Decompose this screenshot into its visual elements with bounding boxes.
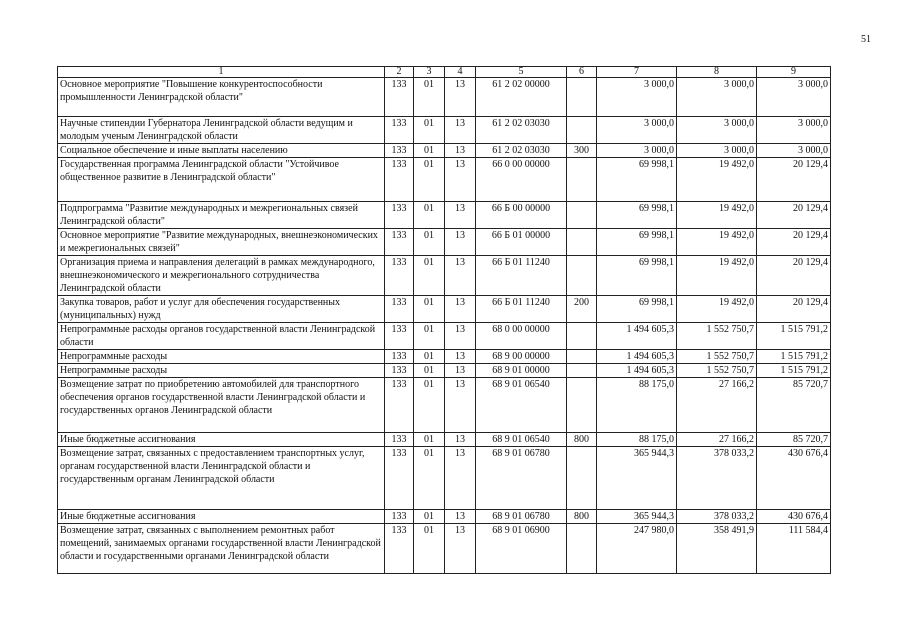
cell-subsection-b: 13	[445, 323, 476, 350]
cell-amount-7: 365 944,3	[597, 447, 677, 510]
cell-expense-type	[567, 378, 597, 433]
cell-amount-8: 3 000,0	[677, 78, 757, 117]
table-row	[58, 144, 831, 158]
column-header: 1	[58, 67, 385, 78]
table-row	[58, 433, 831, 447]
row-name: Возмещение затрат по приобретению автомобилей для транспортного обеспечения органов государственной власти Ленинградской области и государственных органов Ленинградской области	[58, 378, 385, 433]
cell-subsection-b: 13	[445, 144, 476, 158]
cell-section: 133	[385, 296, 414, 323]
cell-target-code: 66 Б 00 00000	[476, 202, 567, 229]
table-row	[58, 378, 831, 433]
cell-section: 133	[385, 256, 414, 296]
cell-target-code: 68 9 01 06780	[476, 510, 567, 524]
cell-expense-type	[567, 364, 597, 378]
cell-amount-9: 85 720,7	[757, 433, 831, 447]
cell-amount-8: 27 166,2	[677, 433, 757, 447]
budget-table	[57, 66, 831, 574]
cell-subsection-a: 01	[414, 510, 445, 524]
cell-amount-9: 430 676,4	[757, 447, 831, 510]
cell-expense-type	[567, 78, 597, 117]
cell-subsection-b: 13	[445, 78, 476, 117]
cell-subsection-a: 01	[414, 158, 445, 202]
column-header: 7	[597, 67, 677, 78]
cell-section: 133	[385, 158, 414, 202]
cell-subsection-a: 01	[414, 364, 445, 378]
cell-subsection-b: 13	[445, 202, 476, 229]
row-name: Непрограммные расходы	[58, 350, 385, 364]
cell-subsection-b: 13	[445, 256, 476, 296]
cell-subsection-b: 13	[445, 378, 476, 433]
cell-amount-8: 378 033,2	[677, 510, 757, 524]
cell-subsection-b: 13	[445, 158, 476, 202]
cell-section: 133	[385, 229, 414, 256]
cell-subsection-b: 13	[445, 510, 476, 524]
cell-amount-7: 1 494 605,3	[597, 364, 677, 378]
cell-subsection-a: 01	[414, 256, 445, 296]
table-row	[58, 117, 831, 144]
cell-expense-type	[567, 202, 597, 229]
cell-subsection-a: 01	[414, 117, 445, 144]
cell-target-code: 68 9 00 00000	[476, 350, 567, 364]
cell-target-code: 68 9 01 00000	[476, 364, 567, 378]
row-name: Основное мероприятие "Повышение конкурентоспособности промышленности Ленинградской области"	[58, 78, 385, 117]
cell-expense-type	[567, 447, 597, 510]
table-header-row	[58, 67, 831, 78]
cell-amount-7: 247 980,0	[597, 524, 677, 574]
cell-target-code: 68 9 01 06540	[476, 378, 567, 433]
cell-subsection-a: 01	[414, 433, 445, 447]
cell-expense-type: 200	[567, 296, 597, 323]
cell-subsection-a: 01	[414, 524, 445, 574]
cell-amount-7: 3 000,0	[597, 78, 677, 117]
column-header: 6	[567, 67, 597, 78]
cell-amount-9: 1 515 791,2	[757, 364, 831, 378]
cell-amount-9: 3 000,0	[757, 117, 831, 144]
cell-section: 133	[385, 117, 414, 144]
cell-amount-9: 1 515 791,2	[757, 323, 831, 350]
cell-target-code: 61 2 02 03030	[476, 117, 567, 144]
cell-amount-8: 19 492,0	[677, 229, 757, 256]
cell-target-code: 68 9 01 06900	[476, 524, 567, 574]
cell-amount-9: 3 000,0	[757, 78, 831, 117]
cell-amount-9: 85 720,7	[757, 378, 831, 433]
cell-amount-9: 3 000,0	[757, 144, 831, 158]
table-row	[58, 78, 831, 117]
column-header: 9	[757, 67, 831, 78]
cell-amount-9: 1 515 791,2	[757, 350, 831, 364]
cell-subsection-b: 13	[445, 447, 476, 510]
cell-subsection-b: 13	[445, 364, 476, 378]
cell-section: 133	[385, 202, 414, 229]
cell-amount-8: 19 492,0	[677, 202, 757, 229]
cell-amount-9: 20 129,4	[757, 202, 831, 229]
cell-amount-7: 69 998,1	[597, 158, 677, 202]
cell-amount-7: 69 998,1	[597, 256, 677, 296]
cell-subsection-a: 01	[414, 323, 445, 350]
cell-amount-8: 3 000,0	[677, 117, 757, 144]
cell-amount-7: 3 000,0	[597, 117, 677, 144]
cell-expense-type	[567, 350, 597, 364]
column-header: 2	[385, 67, 414, 78]
cell-subsection-b: 13	[445, 350, 476, 364]
cell-expense-type	[567, 117, 597, 144]
cell-expense-type: 800	[567, 510, 597, 524]
row-name: Закупка товаров, работ и услуг для обеспечения государственных (муниципальных) нужд	[58, 296, 385, 323]
page-number: 51	[861, 34, 871, 45]
cell-expense-type: 800	[567, 433, 597, 447]
table-row	[58, 202, 831, 229]
row-name: Организация приема и направления делегаций в рамках международного, внешнеэкономического и межрегионального сотрудничества Ленинградской области	[58, 256, 385, 296]
table-row	[58, 256, 831, 296]
cell-amount-7: 1 494 605,3	[597, 350, 677, 364]
row-name: Государственная программа Ленинградской области "Устойчивое общественное развитие в Ленинградской области"	[58, 158, 385, 202]
cell-amount-9: 20 129,4	[757, 256, 831, 296]
cell-section: 133	[385, 144, 414, 158]
cell-section: 133	[385, 433, 414, 447]
cell-target-code: 68 9 01 06780	[476, 447, 567, 510]
cell-expense-type	[567, 158, 597, 202]
cell-target-code: 68 0 00 00000	[476, 323, 567, 350]
column-header: 5	[476, 67, 567, 78]
cell-amount-8: 27 166,2	[677, 378, 757, 433]
cell-amount-8: 1 552 750,7	[677, 323, 757, 350]
cell-target-code: 66 0 00 00000	[476, 158, 567, 202]
cell-amount-8: 1 552 750,7	[677, 350, 757, 364]
row-name: Научные стипендии Губернатора Ленинградской области ведущим и молодым ученым Ленинградской области	[58, 117, 385, 144]
cell-subsection-a: 01	[414, 229, 445, 256]
cell-amount-9: 20 129,4	[757, 229, 831, 256]
row-name: Основное мероприятие "Развитие международных, внешнеэкономических и межрегиональных связей"	[58, 229, 385, 256]
cell-subsection-a: 01	[414, 144, 445, 158]
cell-target-code: 68 9 01 06540	[476, 433, 567, 447]
row-name: Социальное обеспечение и иные выплаты населению	[58, 144, 385, 158]
table-row	[58, 364, 831, 378]
cell-amount-7: 88 175,0	[597, 378, 677, 433]
row-name: Возмещение затрат, связанных с выполнением ремонтных работ помещений, занимаемых органами государственной власти Ленинградской области и государственными органами Ленинградской области	[58, 524, 385, 574]
cell-amount-8: 378 033,2	[677, 447, 757, 510]
cell-subsection-a: 01	[414, 296, 445, 323]
cell-subsection-a: 01	[414, 378, 445, 433]
cell-expense-type	[567, 323, 597, 350]
table-row	[58, 323, 831, 350]
cell-expense-type	[567, 256, 597, 296]
cell-subsection-b: 13	[445, 433, 476, 447]
cell-section: 133	[385, 378, 414, 433]
cell-section: 133	[385, 447, 414, 510]
cell-amount-7: 69 998,1	[597, 296, 677, 323]
cell-amount-9: 20 129,4	[757, 158, 831, 202]
cell-subsection-b: 13	[445, 117, 476, 144]
cell-target-code: 61 2 02 00000	[476, 78, 567, 117]
cell-amount-8: 1 552 750,7	[677, 364, 757, 378]
cell-target-code: 66 Б 01 11240	[476, 256, 567, 296]
row-name: Подпрограмма "Развитие международных и межрегиональных связей Ленинградской области"	[58, 202, 385, 229]
table-row	[58, 447, 831, 510]
cell-section: 133	[385, 350, 414, 364]
cell-section: 133	[385, 364, 414, 378]
cell-subsection-a: 01	[414, 78, 445, 117]
column-header: 8	[677, 67, 757, 78]
cell-section: 133	[385, 78, 414, 117]
cell-amount-7: 69 998,1	[597, 229, 677, 256]
table-row	[58, 350, 831, 364]
cell-target-code: 66 Б 01 00000	[476, 229, 567, 256]
table-row	[58, 524, 831, 574]
cell-amount-9: 20 129,4	[757, 296, 831, 323]
table-row	[58, 158, 831, 202]
row-name: Непрограммные расходы органов государственной власти Ленинградской области	[58, 323, 385, 350]
column-header: 3	[414, 67, 445, 78]
cell-subsection-b: 13	[445, 524, 476, 574]
cell-amount-9: 111 584,4	[757, 524, 831, 574]
cell-target-code: 66 Б 01 11240	[476, 296, 567, 323]
row-name: Непрограммные расходы	[58, 364, 385, 378]
table-row	[58, 229, 831, 256]
row-name: Возмещение затрат, связанных с предоставлением транспортных услуг, органам государственной власти Ленинградской области и государственным органам Ленинградской области	[58, 447, 385, 510]
cell-amount-8: 19 492,0	[677, 158, 757, 202]
cell-expense-type	[567, 229, 597, 256]
cell-amount-8: 358 491,9	[677, 524, 757, 574]
cell-amount-7: 1 494 605,3	[597, 323, 677, 350]
table-row	[58, 510, 831, 524]
row-name: Иные бюджетные ассигнования	[58, 433, 385, 447]
cell-amount-9: 430 676,4	[757, 510, 831, 524]
cell-section: 133	[385, 524, 414, 574]
cell-expense-type: 300	[567, 144, 597, 158]
cell-subsection-a: 01	[414, 350, 445, 364]
row-name: Иные бюджетные ассигнования	[58, 510, 385, 524]
cell-section: 133	[385, 323, 414, 350]
cell-amount-8: 19 492,0	[677, 296, 757, 323]
cell-section: 133	[385, 510, 414, 524]
cell-subsection-a: 01	[414, 447, 445, 510]
cell-expense-type	[567, 524, 597, 574]
cell-amount-8: 3 000,0	[677, 144, 757, 158]
column-header: 4	[445, 67, 476, 78]
table-body	[58, 78, 831, 574]
cell-subsection-b: 13	[445, 296, 476, 323]
cell-amount-7: 69 998,1	[597, 202, 677, 229]
cell-amount-7: 3 000,0	[597, 144, 677, 158]
cell-amount-7: 365 944,3	[597, 510, 677, 524]
cell-target-code: 61 2 02 03030	[476, 144, 567, 158]
cell-subsection-a: 01	[414, 202, 445, 229]
table-row	[58, 296, 831, 323]
cell-amount-8: 19 492,0	[677, 256, 757, 296]
cell-subsection-b: 13	[445, 229, 476, 256]
cell-amount-7: 88 175,0	[597, 433, 677, 447]
